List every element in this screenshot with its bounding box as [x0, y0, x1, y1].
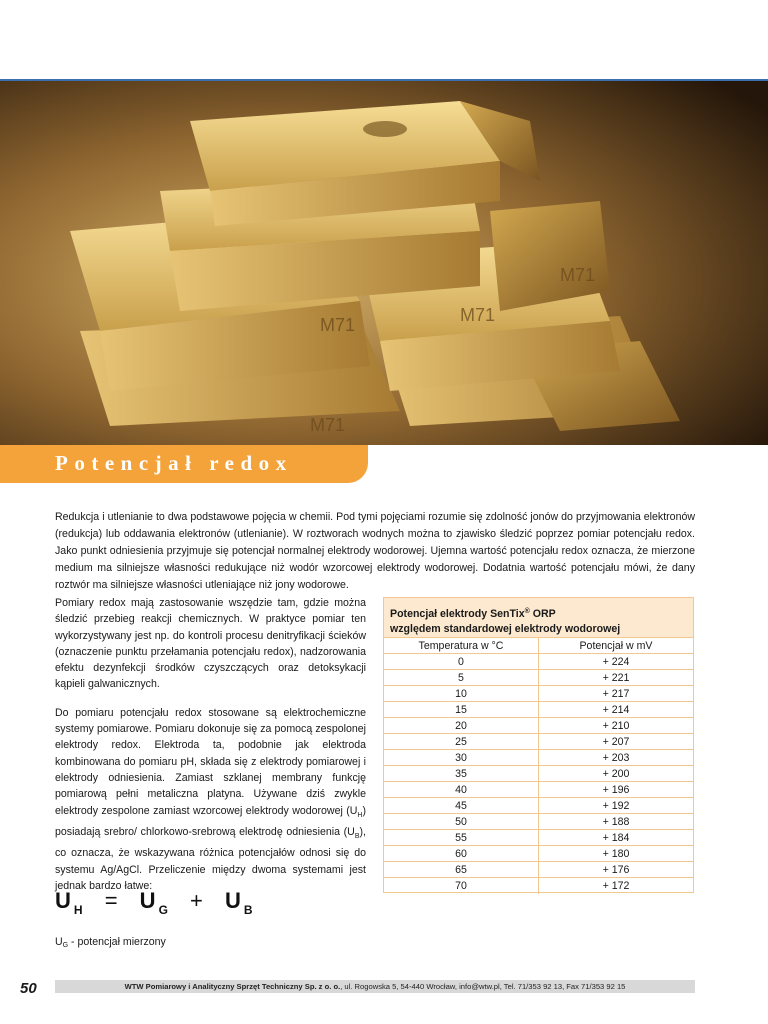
- cell-temperature: 10: [384, 686, 539, 702]
- cell-potential: + 184: [539, 830, 694, 846]
- bar-stamp: M71: [310, 415, 346, 435]
- gold-bars-photo: [0, 81, 768, 445]
- table-title-line1: [390, 604, 687, 622]
- formula-sub-g: G: [158, 903, 169, 917]
- table-row: [384, 846, 693, 862]
- footer-company: WTW Pomiarowy i Analityczny Sprzęt Techniczny Sp. z o. o.: [124, 982, 341, 991]
- formula-u: U: [225, 888, 242, 913]
- intro-paragraph: Redukcja i utlenianie to dwa podstawowe pojęcia w chemii. Pod tymi pojęciami rozumie się zdolność jonów do przyjmowania elektronów (redukcja) lub oddawania elektronów (utlenianie). W roztworach wodnych można to zjawisko śledzić poprzez pomiar potencjału redox. Jako punkt odniesienia przyjmuje się potencjał normalnej elektrody wodorowej. Ujemna wartość potencjału redox oznacza, że mierzone medium ma silniejsze własności redukujące niż wodór wzorcowej elektrody wodorowej. Dodatnia wartość potencjału mówi, że dany roztwór ma silniejsze własności utleniające niż jony wodorowe.: [55, 511, 695, 591]
- potential-table: [383, 597, 694, 893]
- table-row: [384, 686, 693, 702]
- note-u: U: [55, 936, 63, 948]
- cell-potential: + 188: [539, 814, 694, 830]
- table-row: [384, 718, 693, 734]
- footer-bar: [55, 980, 695, 993]
- table-row: [384, 702, 693, 718]
- cell-temperature: 50: [384, 814, 539, 830]
- cell-potential: + 214: [539, 702, 694, 718]
- cell-potential: + 200: [539, 766, 694, 782]
- note-sub: G: [62, 942, 69, 949]
- note-text: - potencjał mierzony: [68, 936, 166, 948]
- paragraph-text: ) posiadają srebro/ chlorkowo-srebrową elektrodę odniesienia (U: [55, 804, 366, 838]
- cell-potential: + 180: [539, 846, 694, 862]
- table-title-suffix: ORP: [529, 608, 556, 620]
- cell-temperature: 20: [384, 718, 539, 734]
- cell-temperature: 40: [384, 782, 539, 798]
- table-row: [384, 734, 693, 750]
- bar-stamp: M71: [460, 305, 496, 325]
- potential-data-table: [384, 637, 693, 894]
- table-row: [384, 782, 693, 798]
- table-title: Potencjał elektrody SenTix: [390, 608, 525, 620]
- cell-potential: + 224: [539, 654, 694, 670]
- cell-potential: + 203: [539, 750, 694, 766]
- cell-potential: + 172: [539, 878, 694, 894]
- cell-temperature: 45: [384, 798, 539, 814]
- formula-sub-b: B: [243, 903, 254, 917]
- table-header: [384, 598, 693, 637]
- cell-potential: + 217: [539, 686, 694, 702]
- formula: [55, 888, 254, 917]
- subscript: H: [357, 811, 363, 819]
- paragraph-text: Do pomiaru potencjału redox stosowane są elektrochemiczne systemy pomiarowe. Pomiaru dokonuje się za pomocą zespolonej elektrody redox. Elektroda ta, podobnie jak elektroda kombinowana do pomiaru pH, składa się z elektrody pomiarowej i elektrody odniesienia. Zamiast szklanej membrany funkcję pomiarową pełni metaliczna platyna. Używane dziś zwykle elektrody zespolone zamiast wzorcowej elektrody wodorowej (U: [55, 706, 366, 817]
- cell-temperature: 30: [384, 750, 539, 766]
- cell-temperature: 35: [384, 766, 539, 782]
- paragraph-applications: Pomiary redox mają zastosowanie wszędzie tam, gdzie można śledzić przebieg reakcji chemicznych. W praktyce pomiar ten wykorzystywany jest np. do kontroli procesu denitryfikacji ścieków (oznaczenie punktu przełamania potencjału redox), nadzorowania efektu dezynfekcji środków czyszczących oraz detoksykacji kąpieli galwanicznych.: [55, 597, 366, 691]
- footer-address: , ul. Rogowska 5, 54-440 Wrocław, info@wtw.pl, Tel. 71/353 92 13, Fax 71/353 92 15: [340, 982, 626, 991]
- cell-temperature: 55: [384, 830, 539, 846]
- cell-temperature: 70: [384, 878, 539, 894]
- cell-potential: + 221: [539, 670, 694, 686]
- formula-plus: +: [190, 888, 204, 913]
- formula-u: U: [139, 888, 157, 913]
- table-row: [384, 766, 693, 782]
- table-title-line2: względem standardowej elektrody wodorowej: [390, 623, 621, 635]
- table-row: [384, 814, 693, 830]
- cell-potential: + 207: [539, 734, 694, 750]
- cell-potential: + 210: [539, 718, 694, 734]
- formula-equals: =: [104, 888, 119, 913]
- section-title: Potencjał redox: [55, 451, 293, 475]
- table-row: [384, 878, 693, 894]
- paragraph-text: ), co oznacza, że wskazywana różnica potencjałów odnosi się do systemu Ag/AgCl. Przeliczenie między dwoma systemami jest jednak bardzo łatwe:: [55, 825, 366, 892]
- bar-stamp: M71: [560, 265, 596, 285]
- table-row: [384, 862, 693, 878]
- registered-mark: ®: [524, 608, 530, 615]
- cell-temperature: 0: [384, 654, 539, 670]
- cell-potential: + 192: [539, 798, 694, 814]
- table-row: [384, 750, 693, 766]
- table-row: [384, 654, 693, 670]
- left-column: [55, 595, 366, 906]
- page-number: 50: [20, 980, 37, 997]
- cell-potential: + 196: [539, 782, 694, 798]
- cell-temperature: 5: [384, 670, 539, 686]
- formula-sub-h: H: [73, 903, 84, 917]
- cell-temperature: 65: [384, 862, 539, 878]
- table-row: [384, 670, 693, 686]
- paragraph-measurement: [55, 705, 366, 894]
- table-row: [384, 830, 693, 846]
- column-header-temperature: Temperatura w °C: [384, 638, 539, 654]
- table-row: [384, 798, 693, 814]
- cell-potential: + 176: [539, 862, 694, 878]
- column-header-potential: Potencjał w mV: [539, 638, 694, 654]
- table-column-headers: [384, 638, 693, 654]
- cell-temperature: 25: [384, 734, 539, 750]
- subscript: B: [354, 833, 360, 841]
- formula-u: U: [55, 888, 72, 913]
- cell-temperature: 15: [384, 702, 539, 718]
- formula-note: [55, 936, 166, 949]
- bar-stamp: M71: [320, 315, 356, 335]
- cell-temperature: 60: [384, 846, 539, 862]
